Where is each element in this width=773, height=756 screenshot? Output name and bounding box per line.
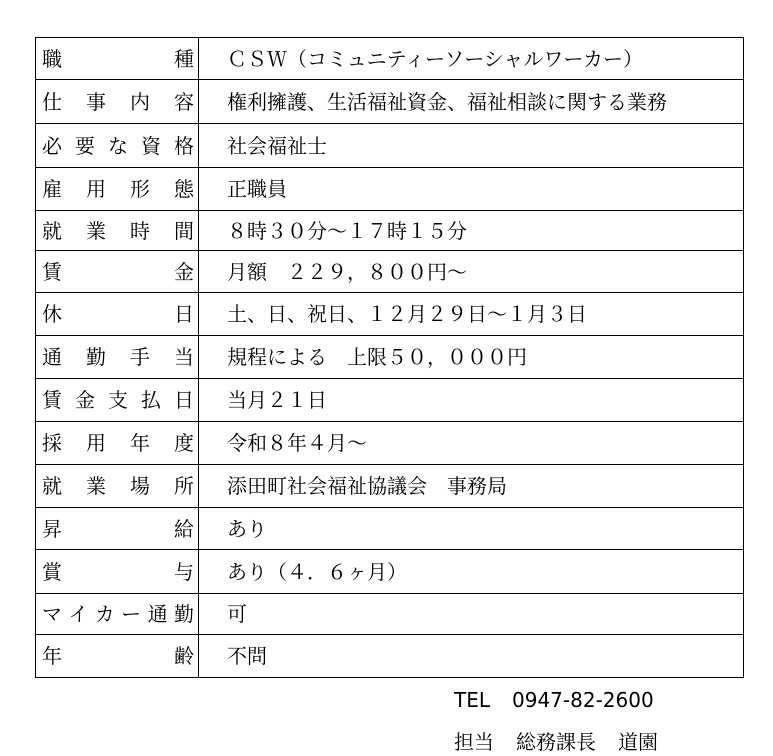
table-row — [36, 422, 744, 465]
row-value: 不問 — [199, 635, 744, 678]
table-row — [36, 124, 744, 168]
row-label-cell — [36, 124, 199, 168]
row-value: ８時３０分～１７時１５分 — [199, 211, 744, 251]
table-row — [36, 293, 744, 336]
row-label: 賃 金 — [42, 259, 194, 284]
table-row — [36, 508, 744, 550]
row-value: あり — [199, 508, 744, 550]
row-value: 土、日、祝日、１２月２９日～１月３日 — [199, 293, 744, 336]
row-label: 年 齢 — [42, 644, 194, 668]
row-label: 仕 事 内 容 — [42, 89, 194, 114]
table-row — [36, 168, 744, 211]
row-label: 職 種 — [42, 46, 194, 71]
person-name: 道園 — [618, 730, 658, 754]
row-value: 当月２１日 — [199, 379, 744, 422]
row-label-cell — [36, 336, 199, 379]
row-value: 規程による 上限５０，０００円 — [199, 336, 744, 379]
row-value: ＣＳＷ（コミュニティーソーシャルワーカー） — [199, 38, 744, 80]
table-row — [36, 38, 744, 80]
row-label: 採 用 年 度 — [42, 431, 194, 455]
row-label: 雇 用 形 態 — [42, 177, 194, 201]
row-label: 就 業 時 間 — [42, 218, 194, 243]
row-label-cell — [36, 508, 199, 550]
table-row — [36, 635, 744, 678]
job-info-table-body — [36, 38, 744, 678]
row-label-cell — [36, 80, 199, 124]
row-label-cell — [36, 550, 199, 594]
row-label: 昇 給 — [42, 516, 194, 541]
row-label-cell — [36, 635, 199, 678]
row-value: 月額 ２２９，８００円～ — [199, 251, 744, 293]
row-value: あり（４．６ヶ月） — [199, 550, 744, 594]
table-row — [36, 80, 744, 124]
row-label-cell — [36, 594, 199, 635]
row-label-cell — [36, 379, 199, 422]
table-row — [36, 465, 744, 508]
row-label: 就 業 場 所 — [42, 474, 194, 498]
row-value: 可 — [199, 594, 744, 635]
job-info-table — [35, 37, 744, 678]
row-value: 正職員 — [199, 168, 744, 211]
row-label-cell — [36, 168, 199, 211]
table-row — [36, 594, 744, 635]
row-value: 添田町社会福祉協議会 事務局 — [199, 465, 744, 508]
table-row — [36, 379, 744, 422]
row-label-cell — [36, 293, 199, 336]
row-label-cell — [36, 422, 199, 465]
row-label: 賞 与 — [42, 559, 194, 584]
row-label-cell — [36, 38, 199, 80]
row-value: 令和８年４月～ — [199, 422, 744, 465]
row-label: 必 要 な 資 格 — [42, 133, 194, 158]
contact-person — [454, 726, 658, 755]
table-row — [36, 550, 744, 594]
tel-label: TEL — [454, 688, 490, 712]
person-title: 総務課長 — [516, 730, 596, 754]
row-label: マ イ カ ー 通 勤 — [42, 602, 194, 626]
table-row — [36, 251, 744, 293]
person-label: 担当 — [454, 730, 494, 754]
row-label: 賃 金 支 払 日 — [42, 388, 194, 412]
row-label: 通 勤 手 当 — [42, 345, 194, 369]
row-value: 権利擁護、生活福祉資金、福祉相談に関する業務 — [199, 80, 744, 124]
row-value: 社会福祉士 — [199, 124, 744, 168]
tel-number: 0947-82-2600 — [512, 688, 654, 712]
table-row — [36, 336, 744, 379]
row-label-cell — [36, 211, 199, 251]
contact-phone — [454, 688, 654, 712]
table-row — [36, 211, 744, 251]
row-label-cell — [36, 465, 199, 508]
job-info-sheet — [35, 37, 744, 678]
row-label: 休 日 — [42, 302, 194, 326]
row-label-cell — [36, 251, 199, 293]
